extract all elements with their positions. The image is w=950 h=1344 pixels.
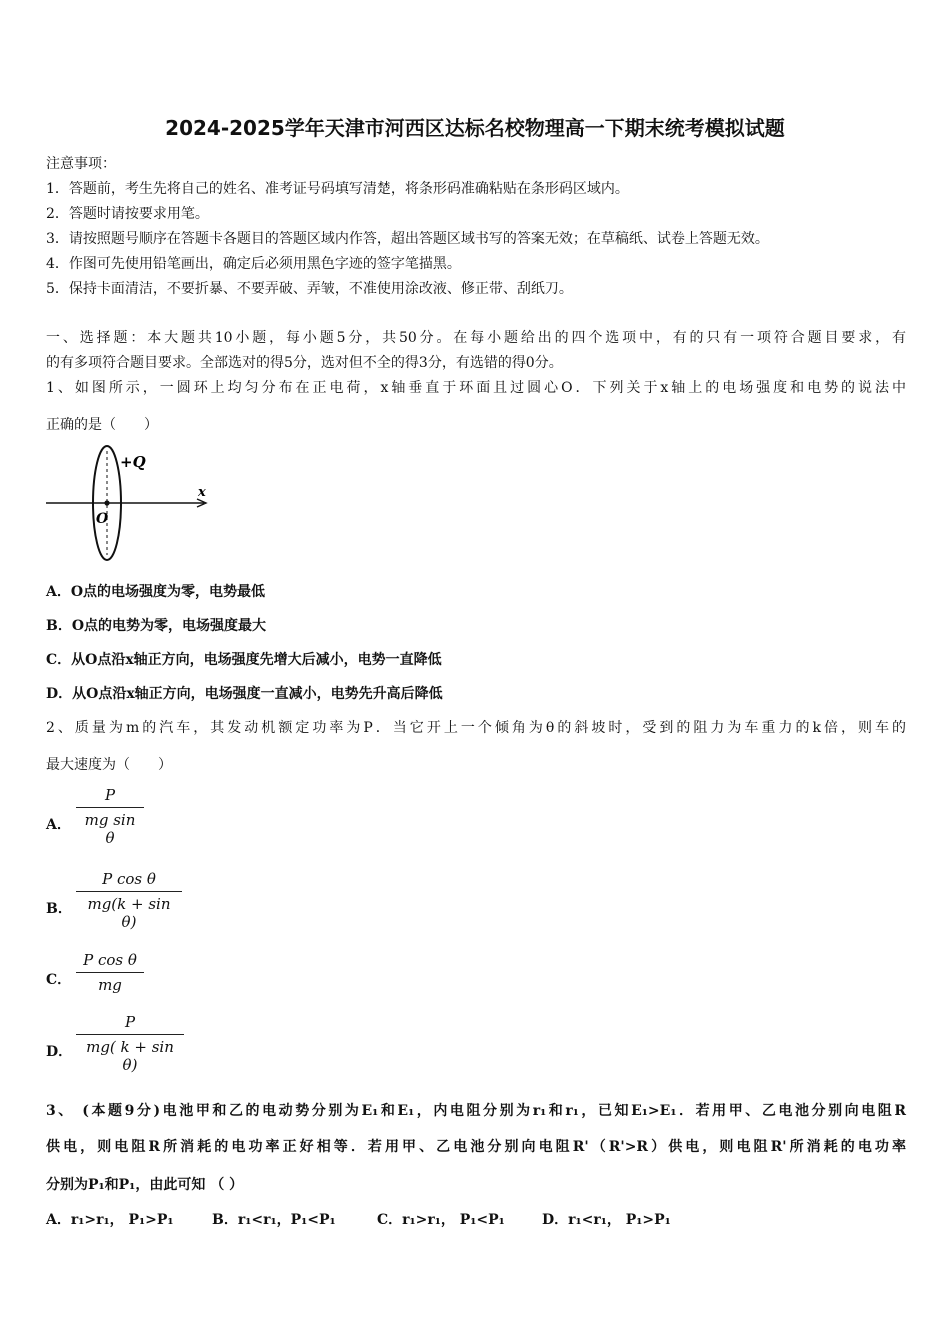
- q2-option-c-label: C．: [46, 972, 72, 988]
- fraction-numerator: P: [124, 1013, 136, 1031]
- section-intro-line: 的有多项符合题目要求。全部选对的得5分，选对但不全的得3分，有选错的得0分。: [46, 355, 563, 371]
- q1-option-a: A．O点的电场强度为零，电势最低: [46, 584, 266, 600]
- q2-option-d-label: D．: [46, 1044, 73, 1060]
- question-1-stem: 正确的是（ ）: [46, 417, 158, 433]
- question-3-stem: 分别为P₁和P₁，由此可知 （ ）: [46, 1177, 244, 1193]
- notice-item: 1．答题前，考生先将自己的姓名、准考证号码填写清楚，将条形码准确粘贴在条形码区域内。: [46, 181, 629, 197]
- question-3-stem: 3、 (本题9分)电池甲和乙的电动势分别为E₁和E₁，内电阻分别为r₁和r₁，已知E₁>E₁．若用甲、乙电池分别向电阻R: [46, 1103, 906, 1119]
- q3-option-c: C．r₁>r₁， P₁<P₁: [377, 1212, 505, 1228]
- q3-option-d: D．r₁<r₁， P₁>P₁: [542, 1212, 671, 1228]
- notice-item: 2．答题时请按要求用笔。: [46, 206, 209, 222]
- question-2-stem: 最大速度为（ ）: [46, 757, 172, 773]
- q3-option-a: A．r₁>r₁， P₁>P₁: [46, 1212, 174, 1228]
- page-title: 2024-2025学年天津市河西区达标名校物理高一下期末统考模拟试题: [165, 116, 785, 140]
- q1-option-b: B．O点的电势为零，电场强度最大: [46, 618, 267, 634]
- notice-item: 3．请按照题号顺序在答题卡各题目的答题区域内作答，超出答题区域书写的答案无效；在草稿纸、试卷上答题无效。: [46, 231, 769, 247]
- fraction-numerator: P cos θ: [102, 870, 156, 888]
- q2-option-a-label: A．: [46, 817, 71, 833]
- q3-option-b: B．r₁<r₁，P₁<P₁: [212, 1212, 336, 1228]
- notice-item: 4．作图可先使用铅笔画出，确定后必须用黑色字迹的签字笔描黑。: [46, 256, 461, 272]
- question-2-stem: 2、质量为m的汽车，其发动机额定功率为P．当它开上一个倾角为θ的斜坡时，受到的阻力为车重力的k倍，则车的: [46, 720, 906, 736]
- notice-heading: 注意事项：: [46, 156, 116, 172]
- q2-option-a-fraction: [76, 786, 144, 847]
- fraction-numerator: P: [104, 786, 116, 804]
- fraction-denominator: mg sin θ: [84, 811, 136, 847]
- notice-item: 5．保持卡面清洁，不要折暴、不要弄破、弄皱，不准使用涂改液、修正带、刮纸刀。: [46, 281, 573, 297]
- center-label: O: [96, 511, 109, 527]
- question-3-stem: 供电，则电阻R所消耗的电功率正好相等．若用甲、乙电池分别向电阻R'（R'>R）供电，则电阻R'所消耗的电功率: [46, 1139, 906, 1155]
- fraction-bar: [76, 1034, 184, 1035]
- fraction-numerator: P cos θ: [83, 951, 137, 969]
- q2-option-d-fraction: [76, 1013, 184, 1074]
- center-point: [104, 500, 109, 505]
- axis-label: x: [198, 485, 206, 500]
- q2-option-c-fraction: [76, 951, 144, 994]
- question-1-stem: 1、如图所示，一圆环上均匀分布在正电荷，x轴垂直于环面且过圆心O．下列关于x轴上的电场强度和电势的说法中: [46, 380, 906, 396]
- q2-option-b-fraction: [76, 870, 182, 931]
- ring-charge-figure: [44, 443, 214, 565]
- fraction-denominator: mg: [98, 976, 122, 994]
- q1-option-c: C．从O点沿x轴正方向，电场强度先增大后减小，电势一直降低: [46, 652, 442, 668]
- fraction-denominator: mg( k + sin θ): [86, 1038, 174, 1074]
- section-intro-line: 一、选择题：本大题共10小题，每小题5分，共50分。在每小题给出的四个选项中，有的只有一项符合题目要求，有: [46, 330, 906, 346]
- fraction-denominator: mg(k + sin θ): [87, 895, 171, 931]
- q1-option-d: D．从O点沿x轴正方向，电场强度一直减小，电势先升高后降低: [46, 686, 443, 702]
- fraction-bar: [76, 972, 144, 973]
- charge-label: +Q: [120, 453, 146, 471]
- fraction-bar: [76, 807, 144, 808]
- q2-option-b-label: B．: [46, 901, 72, 917]
- fraction-bar: [76, 891, 182, 892]
